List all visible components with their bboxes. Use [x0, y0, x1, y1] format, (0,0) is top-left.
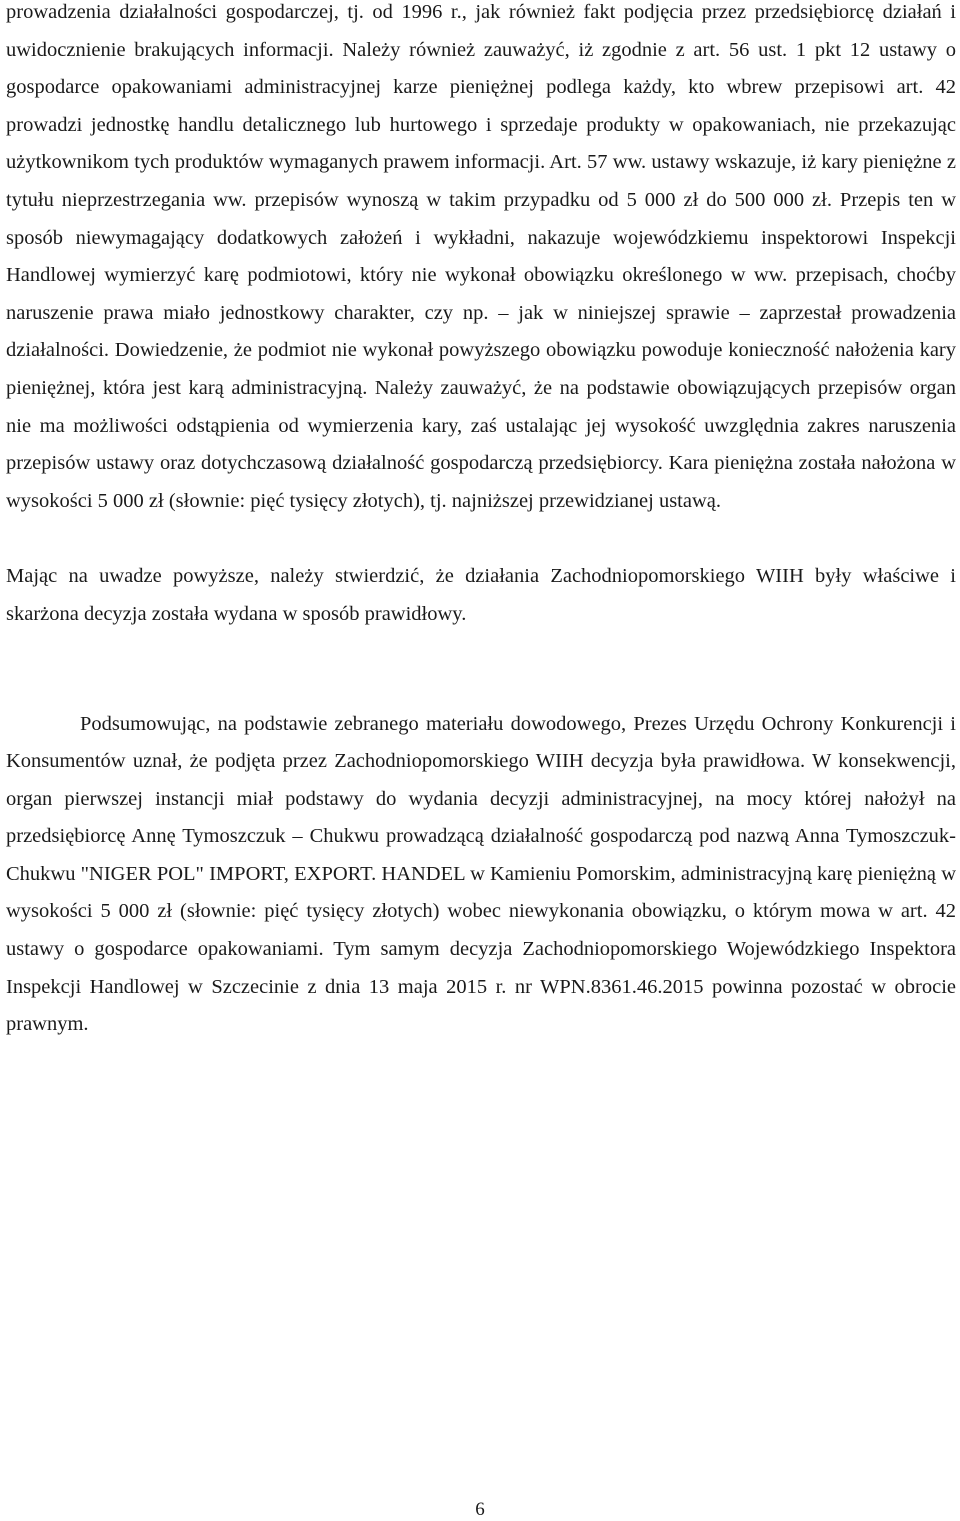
paragraph-legal-analysis: prowadzenia działalności gospodarczej, tj. od 1996 r., jak również fakt podjęcia przez przedsiębiorcę działań i uwidocznienie brakujących informacji. Należy również zauważyć, iż zgodnie z art. 56 ust. 1 pkt 12 ustawy o gospodarce opakowaniami administracyjnej karze pieniężnej podlega każdy, kto wbrew przepisowi art. 42 prowadzi jednostkę handlu detalicznego lub hurtowego i sprzedaje produkty w opakowaniach, nie przekazując użytkownikom tych produktów wymaganych prawem informacji. Art. 57 ww. ustawy wskazuje, iż kary pieniężne z tytułu nieprzestrzegania ww. przepisów wynoszą w takim przypadku od 5 000 zł do 500 000 zł. Przepis ten w sposób niewymagający dodatkowych założeń i wykładni, nakazuje wojewódzkiemu inspektorowi Inspekcji Handlowej wymierzyć karę podmiotowi, który nie wykonał obowiązku określonego w ww. przepisach, choćby naruszenie prawa miało jednostkowy charakter, czy np. – jak w niniejszej sprawie – zaprzestał prowadzenia działalności. Dowiedzenie, że podmiot nie wykonał powyższego obowiązku powoduje konieczność nałożenia kary pieniężnej, która jest karą administracyjną. Należy zauważyć, że na podstawie obowiązujących przepisów organ nie ma możliwości odstąpienia od wymierzenia kary, zaś ustalając jej wysokość uwzględnia zakres naruszenia przepisów ustawy oraz dotychczasową działalność gospodarczą przedsiębiorcy. Kara pieniężna została nałożona w wysokości 5 000 zł (słownie: pięć tysięcy złotych), tj. najniższej przewidzianej ustawą.: [6, 1, 956, 512]
page-number: 6: [475, 1499, 485, 1520]
paragraph-conclusion: Mając na uwadze powyższe, należy stwierdzić, że działania Zachodniopomorskiego WIIH były właściwe i skarżona decyzja została wydana w sposób prawidłowy.: [6, 565, 956, 625]
document-page: [6, 0, 956, 1044]
paragraph-summary: Podsumowując, na podstawie zebranego materiału dowodowego, Prezes Urzędu Ochrony Konkurencji i Konsumentów uznał, że podjęta przez Zachodniopomorskiego WIIH decyzja była prawidłowa. W konsekwencji, organ pierwszej instancji miał podstawy do wydania decyzji administracyjnej, na mocy której nałożył na przedsiębiorcę Annę Tymoszczuk – Chukwu prowadzącą działalność gospodarczą pod nazwą Anna Tymoszczuk-Chukwu "NIGER POL" IMPORT, EXPORT. HANDEL w Kamieniu Pomorskim, administracyjną karę pieniężną w wysokości 5 000 zł (słownie: pięć tysięcy złotych) wobec niewykonania obowiązku, o którym mowa w art. 42 ustawy o gospodarce opakowaniami. Tym samym decyzja Zachodniopomorskiego Wojewódzkiego Inspektora Inspekcji Handlowej w Szczecinie z dnia 13 maja 2015 r. nr WPN.8361.46.2015 powinna pozostać w obrocie prawnym.: [6, 712, 956, 1036]
